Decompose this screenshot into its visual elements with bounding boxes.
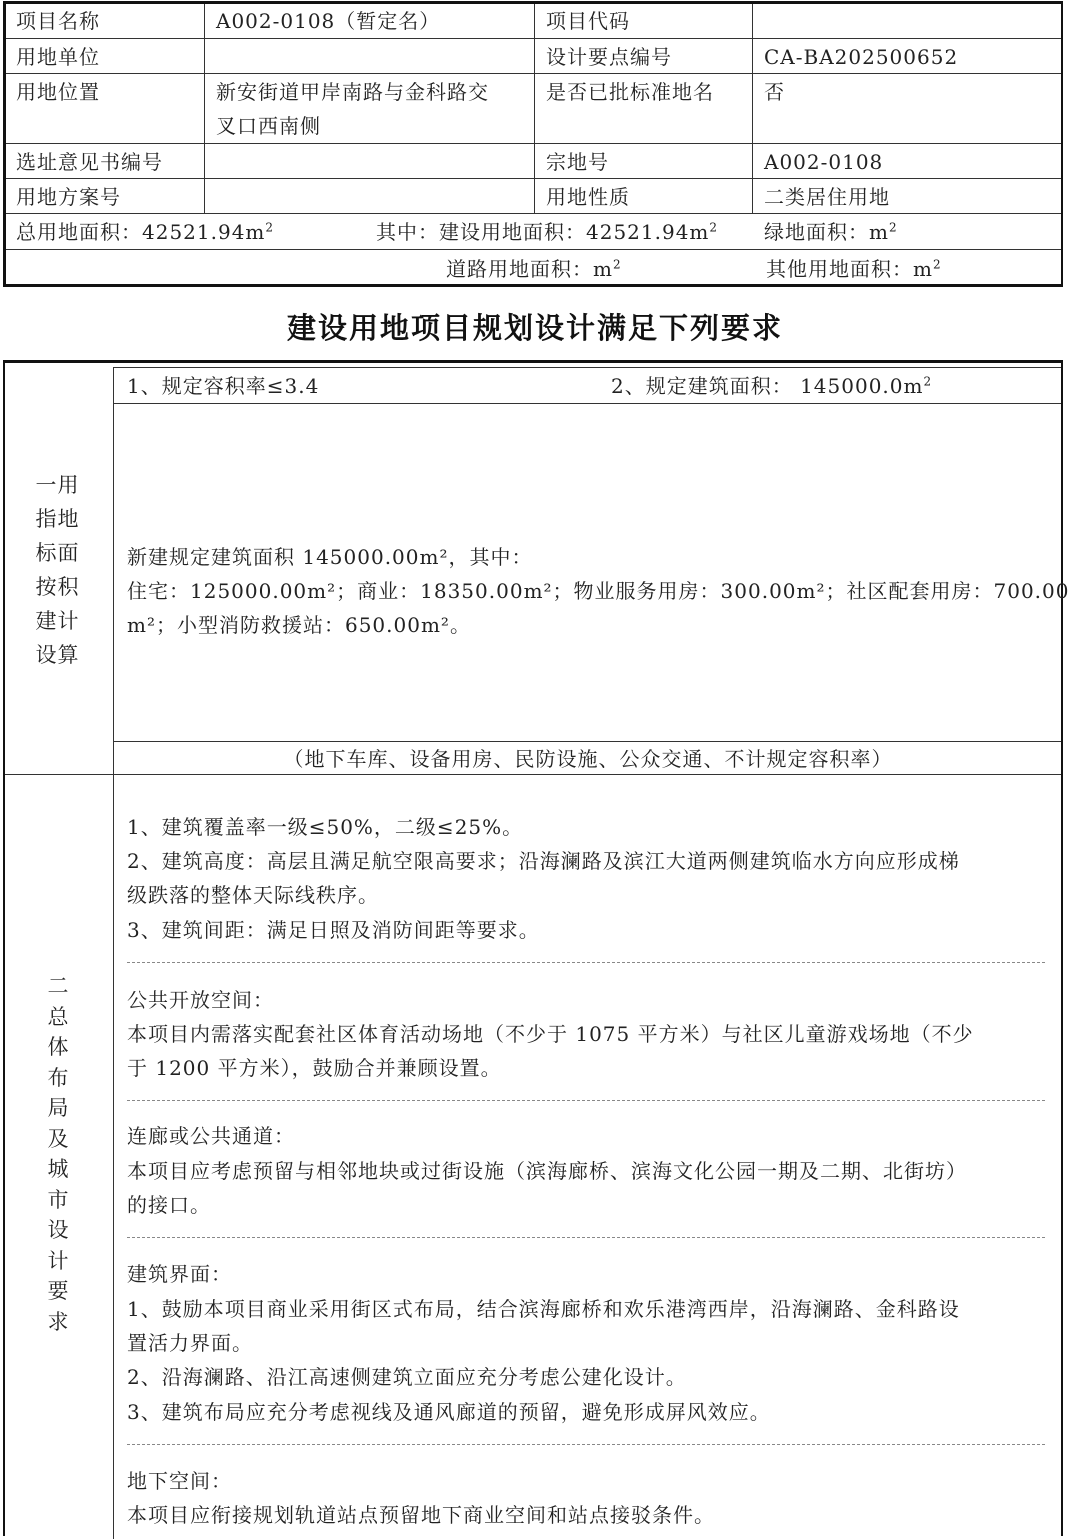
section1-label [5,469,113,669]
dashed-separator [127,962,1045,963]
dashed-separator [127,1237,1045,1238]
section2-heading: 建筑界面： [127,1262,232,1286]
section2-line: 级跌落的整体天际线秩序。 [127,883,379,907]
section2-line: 2、建筑高度：高层且满足航空限高要求；沿海澜路及滨江大道两侧建筑临水方向应形成梯 [127,849,960,873]
road-area: 道路用地面积：$m^2$ [446,257,622,281]
col-divider [204,4,205,213]
section1-line: m²；小型消防救援站：650.00m²。 [127,613,471,637]
label-char: 用 [57,473,79,497]
section1-line: 住宅：125000.00m²；商业：18350.00m²；物业服务用房：300.00m²；社区配套用房：700.00 [127,579,1070,603]
green-area: 绿地面积：$m^2$ [764,220,898,244]
land-use-label: 用地性质 [546,185,630,209]
parcel-label: 宗地号 [546,150,609,174]
parcel-value: A002-0108 [764,150,884,174]
row-divider [113,403,1061,404]
section1-label-col2 [57,469,79,673]
land-plan-label: 用地方案号 [16,185,121,209]
section2-line: 于 1200 平方米），鼓励合并兼顾设置。 [127,1056,502,1080]
label-char: 建 [35,609,57,633]
dashed-separator [127,1100,1045,1101]
section2-line: 本项目内需落实配套社区体育活动场地（不少于 1075 平方米）与社区儿童游戏场地（不少 [127,1022,974,1046]
section2-line: 1、建筑覆盖率一级≤50%，二级≤25%。 [127,815,524,839]
label-char: 积 [57,575,79,599]
row-divider [6,213,1061,214]
far-requirement: 1、规定容积率≤3.4 [127,374,320,398]
label-char: 体 [47,1035,69,1059]
requirements-table [3,360,1070,1536]
land-use-value: 二类居住用地 [764,185,890,209]
label-char: 总 [47,1004,69,1029]
label-char: 一 [35,473,57,497]
site-opinion-label: 选址意见书编号 [16,150,163,174]
label-char: 城 [47,1157,69,1181]
standard-name-value: 否 [764,80,785,104]
label-char: 面 [57,541,79,565]
label-col-divider [113,367,114,1539]
label-char: 二 [47,974,69,998]
row-divider [6,249,1061,250]
col-divider [534,4,535,213]
label-char: 算 [57,643,79,667]
other-area: 其他用地面积：$m^2$ [766,257,942,281]
section2-line: 本项目应衔接规划轨道站点预留地下商业空间和站点接驳条件。 [127,1503,715,1527]
label-char: 计 [47,1248,69,1273]
design-code-label: 设计要点编号 [546,45,672,69]
section2-line: 的接口。 [127,1193,211,1217]
project-code-label: 项目代码 [546,9,630,33]
section-divider [5,774,1061,775]
land-unit-label: 用地单位 [16,45,100,69]
section1-label-col1 [35,469,57,673]
label-char: 及 [47,1126,69,1151]
section2-heading: 连廊或公共通道： [127,1124,295,1148]
inner-top-line [113,367,1061,368]
label-char: 布 [47,1065,69,1090]
project-name-value: A002-0108（暂定名） [216,9,441,33]
land-location-value-line1: 新安街道甲岸南路与金科路交 [216,80,489,104]
label-char: 设 [35,643,57,667]
label-char: 指 [35,507,57,531]
section2-line: 本项目应考虑预留与相邻地块或过街设施（滨海廊桥、滨海文化公园一期及二期、北街坊） [127,1159,967,1183]
label-char: 局 [47,1096,69,1120]
dashed-separator [127,1444,1045,1445]
gfa-requirement: 2、规定建筑面积： $145000.0m^2$ [611,374,933,398]
section2-line: 1、鼓励本项目商业采用街区式布局，结合滨海廊桥和欢乐港湾西岸，沿海澜路、金科路设 [127,1297,960,1321]
construction-area: 其中：建设用地面积：$42521.94m^2$ [376,220,719,244]
label-char: 设 [47,1218,69,1242]
section2-heading: 地下空间： [127,1469,232,1493]
section2-heading: 公共开放空间： [127,988,274,1012]
section2-line: 置活力界面。 [127,1331,253,1355]
label-char: 标 [35,541,57,565]
label-char: 求 [47,1309,69,1334]
section2-line: 3、建筑间距：满足日照及消防间距等要求。 [127,918,540,942]
section2-line: 2、沿海澜路、沿江高速侧建筑立面应充分考虑公建化设计。 [127,1365,687,1389]
col-divider [752,4,753,213]
section2-label-stack [45,971,71,1337]
standard-name-label: 是否已批标准地名 [546,80,714,104]
label-char: 按 [35,575,57,599]
land-location-value-line2: 叉口西南侧 [216,114,321,138]
requirements-title: 建设用地项目规划设计满足下列要求 [286,311,783,345]
label-char: 地 [57,507,79,531]
label-char: 计 [57,609,79,633]
project-info-table [3,1,1063,287]
design-code-value: CA-BA202500652 [764,45,959,69]
label-char: 市 [47,1187,69,1212]
section1-note: （地下车库、设备用房、民防设施、公众交通、不计规定容积率） [283,747,893,771]
section1-line: 新建规定建筑面积 145000.00m²，其中： [127,545,533,569]
section2-line: 3、建筑布局应充分考虑视线及通风廊道的预留，避免形成屏风效应。 [127,1400,771,1424]
total-area: 总用地面积：$42521.94m^2$ [16,220,275,244]
land-location-label: 用地位置 [16,80,100,104]
project-name-label: 项目名称 [16,9,100,33]
label-char: 要 [47,1279,69,1303]
